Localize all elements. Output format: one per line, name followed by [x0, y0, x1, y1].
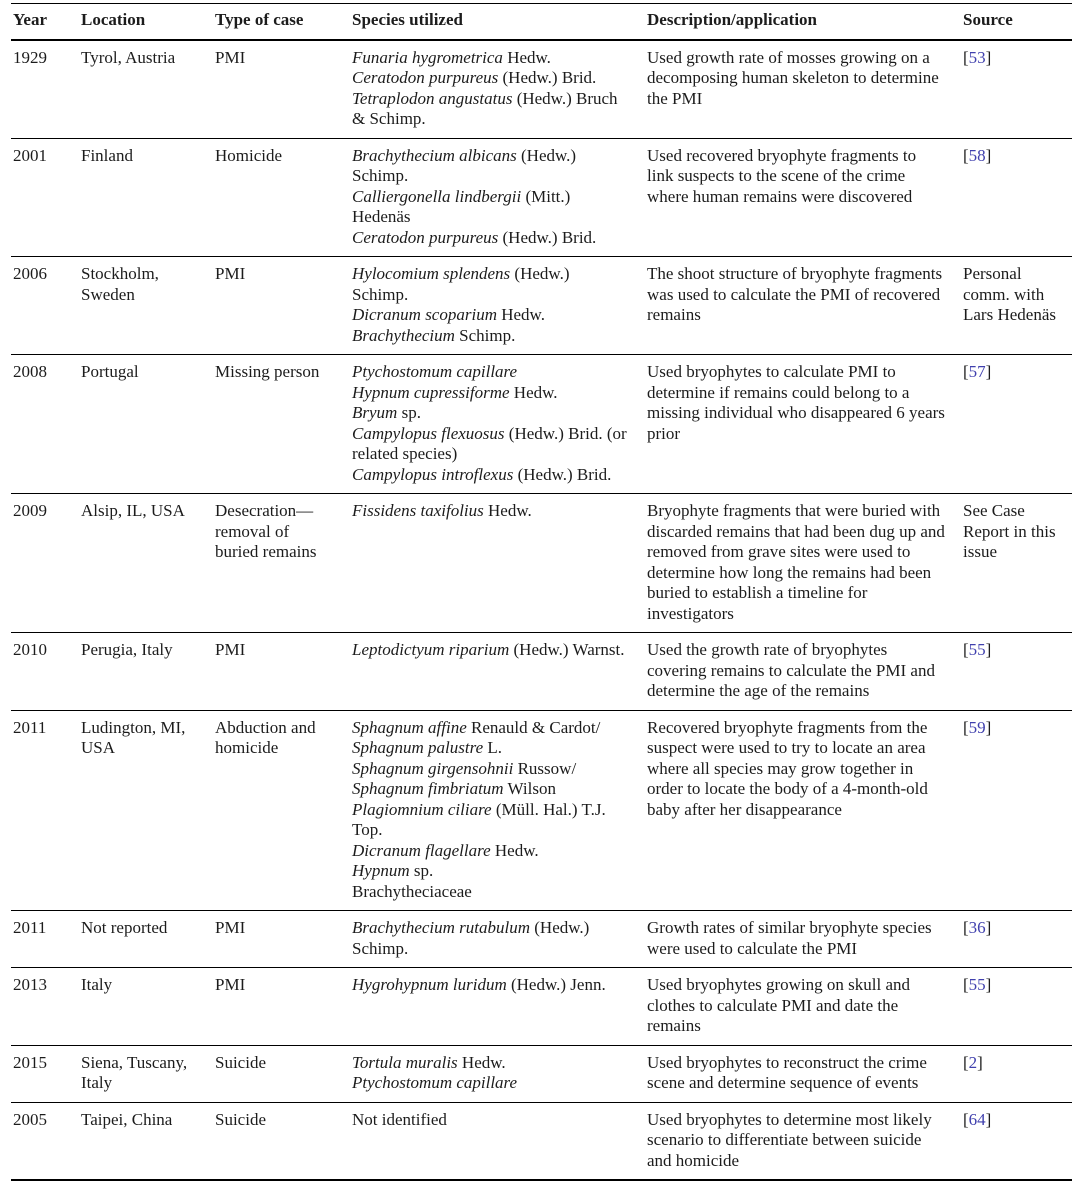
cell-type: Suicide — [213, 1045, 350, 1102]
species-entry: Ceratodon purpureus (Hedw.) Brid. — [352, 68, 597, 87]
cell-type: Suicide — [213, 1102, 350, 1180]
cell-source — [961, 1045, 1072, 1102]
cell-year: 2010 — [11, 633, 79, 711]
cell-year: 2005 — [11, 1102, 79, 1180]
species-entry: Ptychostomum capillare — [352, 1073, 518, 1092]
cell-type: Abduction and homicide — [213, 710, 350, 911]
col-header-species-utilized: Species utilized — [350, 4, 645, 40]
cell-species — [350, 633, 645, 711]
cell-location: Siena, Tuscany, Italy — [79, 1045, 213, 1102]
cell-year: 2011 — [11, 911, 79, 968]
cell-type: Homicide — [213, 138, 350, 257]
cell-year: 2015 — [11, 1045, 79, 1102]
species-entry: Ceratodon purpureus (Hedw.) Brid. — [352, 227, 597, 247]
cell-description: Used bryophytes to determine most likely scenario to differentiate between suicide and homicide — [645, 1102, 961, 1180]
species-entry: Tortula muralis Hedw. — [352, 1052, 506, 1072]
cell-year: 2009 — [11, 494, 79, 633]
source-entry: [58] — [963, 145, 992, 165]
cell-year: 2008 — [11, 355, 79, 494]
cell-source — [961, 911, 1072, 968]
cell-description: Recovered bryophyte fragments from the suspect were used to try to locate an area where all species may grow together in order to locate the body of a 4-month-old baby after her disappearance — [645, 710, 961, 911]
species-entry: Campylopus flexuosus (Hedw.) Brid. (or related species) — [352, 423, 627, 463]
table-row — [11, 911, 1072, 968]
cell-source — [961, 355, 1072, 494]
cell-species — [350, 1045, 645, 1102]
source-entry: [55] — [963, 975, 992, 994]
cell-source — [961, 40, 1072, 139]
species-entry: Brachythecium rutabulum (Hedw.) Schimp. — [352, 918, 590, 958]
cell-year: 2001 — [11, 138, 79, 257]
col-header-location: Location — [79, 4, 213, 40]
species-entry: Plagiomnium ciliare (Müll. Hal.) T.J. Top. — [352, 799, 606, 839]
species-entry: Hypnum sp. — [352, 861, 434, 880]
source-entry: [55] — [963, 640, 992, 659]
cell-type: PMI — [213, 911, 350, 968]
species-entry: Hylocomium splendens (Hedw.) Schimp. — [352, 264, 570, 304]
citation-link[interactable]: 53 — [968, 47, 986, 67]
cell-type: PMI — [213, 40, 350, 139]
cell-species — [350, 710, 645, 911]
cell-year: 2006 — [11, 257, 79, 355]
cell-species — [350, 257, 645, 355]
cell-source — [961, 1102, 1072, 1180]
table-row — [11, 968, 1072, 1046]
cell-location: Perugia, Italy — [79, 633, 213, 711]
species-entry: Sphagnum girgensohnii Russow/Sphagnum fimbriatum Wilson — [352, 758, 577, 798]
cell-location: Stockholm, Sweden — [79, 257, 213, 355]
cell-source — [961, 968, 1072, 1046]
cell-location: Alsip, IL, USA — [79, 494, 213, 633]
cell-location: Portugal — [79, 355, 213, 494]
cell-year: 1929 — [11, 40, 79, 139]
source-entry: [64] — [963, 1109, 992, 1129]
header-row — [11, 4, 1072, 40]
table-row — [11, 710, 1072, 911]
cell-description: Bryophyte fragments that were buried with discarded remains that had been dug up and removed from grave sites were used to determine how long the remains had been buried to establish a timeline for investigators — [645, 494, 961, 633]
cell-description: The shoot structure of bryophyte fragments was used to calculate the PMI of recovered remains — [645, 257, 961, 355]
cell-location: Finland — [79, 138, 213, 257]
table-row — [11, 355, 1072, 494]
species-entry: Brachythecium albicans (Hedw.) Schimp. — [352, 145, 577, 185]
citation-link[interactable]: 55 — [968, 975, 986, 994]
species-entry: Bryum sp. — [352, 403, 421, 422]
citation-link[interactable]: 57 — [968, 362, 986, 381]
table-row — [11, 1102, 1072, 1180]
citation-link[interactable]: 58 — [968, 145, 986, 165]
table-row — [11, 494, 1072, 633]
col-header-year: Year — [11, 4, 79, 40]
cell-description: Used growth rate of mosses growing on a decomposing human skeleton to determine the PMI — [645, 40, 961, 139]
species-entry: Campylopus introflexus (Hedw.) Brid. — [352, 464, 612, 484]
species-entry: Leptodictyum riparium (Hedw.) Warnst. — [352, 640, 625, 659]
species-entry: Dicranum flagellare Hedw. — [352, 840, 539, 860]
source-entry: [36] — [963, 918, 992, 937]
cell-source — [961, 257, 1072, 355]
species-entry: Funaria hygrometrica Hedw. — [352, 47, 551, 67]
species-entry: Hypnum cupressiforme Hedw. — [352, 382, 558, 402]
table-row — [11, 40, 1072, 139]
cell-type: Missing person — [213, 355, 350, 494]
source-entry: [53] — [963, 47, 992, 67]
table-row — [11, 138, 1072, 257]
citation-link[interactable]: 36 — [968, 918, 986, 937]
cell-description: Used bryophytes to calculate PMI to determine if remains could belong to a missing individual who disappeared 6 years prior — [645, 355, 961, 494]
table-row — [11, 257, 1072, 355]
species-entry: Tetraplodon angustatus (Hedw.) Bruch & Schimp. — [352, 88, 618, 128]
forensic-bryology-cases-table — [11, 3, 1072, 1181]
cell-year: 2013 — [11, 968, 79, 1046]
cell-description: Used bryophytes growing on skull and clothes to calculate PMI and date the remains — [645, 968, 961, 1046]
species-entry: Not identified — [352, 1109, 447, 1129]
cell-species — [350, 1102, 645, 1180]
species-entry: Ptychostomum capillare — [352, 362, 518, 381]
cell-year: 2011 — [11, 710, 79, 911]
citation-link[interactable]: 2 — [968, 1052, 978, 1072]
cell-location: Taipei, China — [79, 1102, 213, 1180]
species-entry: Brachytheciaceae — [352, 881, 472, 901]
species-entry: Dicranum scoparium Hedw. — [352, 305, 545, 324]
species-entry: Calliergonella lindbergii (Mitt.) Hedenäs — [352, 186, 571, 226]
cell-source — [961, 710, 1072, 911]
cell-type: PMI — [213, 633, 350, 711]
cell-type: PMI — [213, 257, 350, 355]
table-body — [11, 40, 1072, 1181]
col-header-description-application: Description/application — [645, 4, 961, 40]
source-entry: Personal comm. with Lars Hedenäs — [963, 264, 1056, 324]
col-header-type-of-case: Type of case — [213, 4, 350, 40]
species-entry: Brachythecium Schimp. — [352, 325, 516, 345]
cell-description: Growth rates of similar bryophyte species were used to calculate the PMI — [645, 911, 961, 968]
cell-source — [961, 138, 1072, 257]
cell-species — [350, 138, 645, 257]
cell-location: Tyrol, Austria — [79, 40, 213, 139]
species-entry: Hygrohypnum luridum (Hedw.) Jenn. — [352, 975, 606, 994]
cell-description: Used recovered bryophyte fragments to link suspects to the scene of the crime where human remains were discovered — [645, 138, 961, 257]
source-entry: [59] — [963, 717, 992, 737]
cell-description: Used bryophytes to reconstruct the crime scene and determine sequence of events — [645, 1045, 961, 1102]
citation-link[interactable]: 59 — [968, 717, 986, 737]
cell-type: Desecration—removal of buried remains — [213, 494, 350, 633]
species-entry: Sphagnum affine Renauld & Cardot/Sphagnum palustre L. — [352, 717, 601, 757]
cell-description: Used the growth rate of bryophytes covering remains to calculate the PMI and determine the age of the remains — [645, 633, 961, 711]
col-header-source: Source — [961, 4, 1072, 40]
cell-species — [350, 355, 645, 494]
source-entry: [2] — [963, 1052, 983, 1072]
cell-location: Italy — [79, 968, 213, 1046]
source-entry: [57] — [963, 362, 992, 381]
cell-species — [350, 968, 645, 1046]
cell-location: Not reported — [79, 911, 213, 968]
cell-source — [961, 633, 1072, 711]
citation-link[interactable]: 64 — [968, 1109, 986, 1129]
cell-type: PMI — [213, 968, 350, 1046]
cell-species — [350, 494, 645, 633]
cell-species — [350, 40, 645, 139]
cell-location: Ludington, MI, USA — [79, 710, 213, 911]
cell-species — [350, 911, 645, 968]
citation-link[interactable]: 55 — [968, 640, 986, 659]
table-row — [11, 1045, 1072, 1102]
species-entry: Fissidens taxifolius Hedw. — [352, 501, 532, 520]
source-entry: See Case Report in this issue — [963, 501, 1056, 561]
cell-source — [961, 494, 1072, 633]
table-row — [11, 633, 1072, 711]
